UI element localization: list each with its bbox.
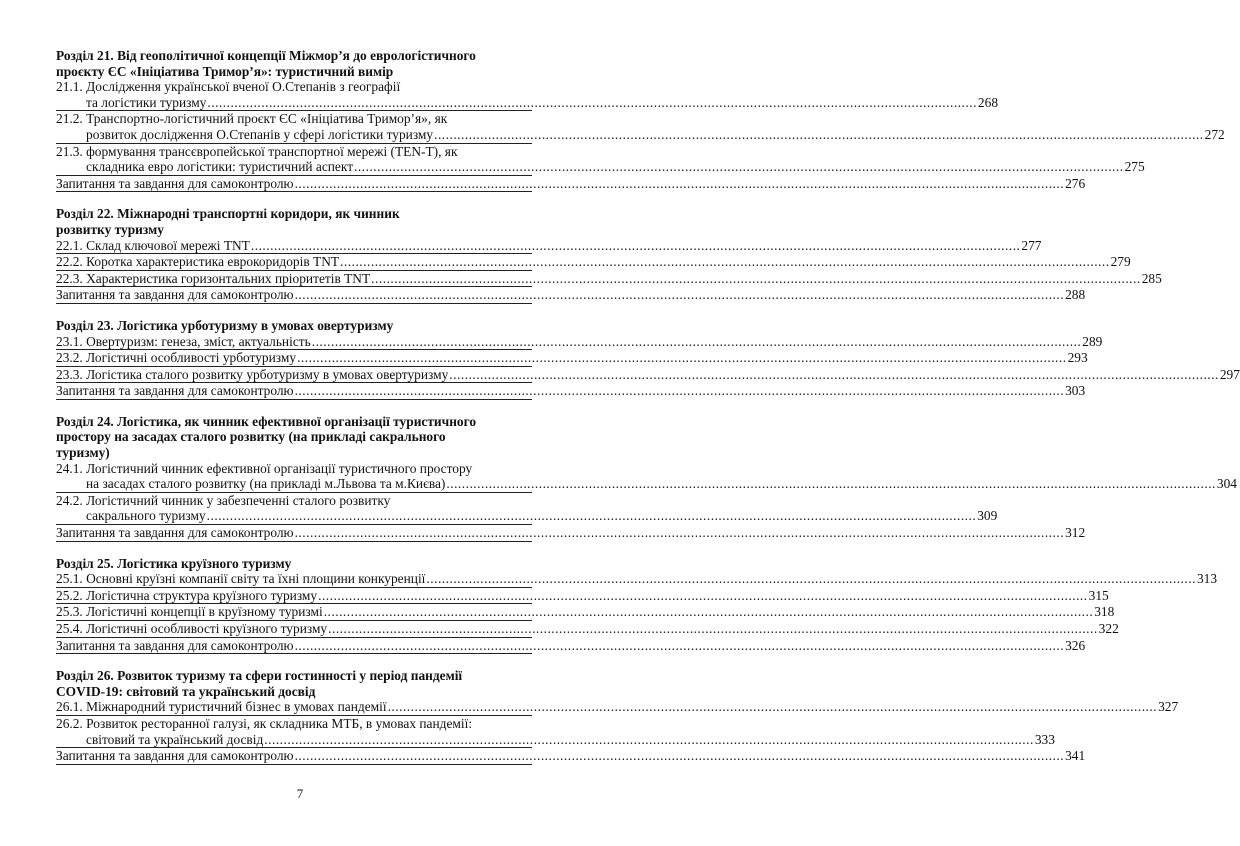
section-title-line: Розділ 21. Від геополітичної концепції Міжмор’я до еврологістичного — [56, 48, 476, 63]
entry-text: 22.1. Склад ключової мережі TNT — [56, 237, 250, 253]
dot-leader: ........................................................................................................................................................................................................ — [294, 748, 1065, 764]
dot-leader: ........................................................................................................................................................................................................ — [446, 476, 1216, 492]
dot-leader: ........................................................................................................................................................................................................ — [323, 604, 1094, 620]
toc-section — [56, 555, 1218, 655]
toc-entry — [56, 621, 1119, 638]
entry-text: 25.2. Логістична структура круїзного туризму — [56, 587, 318, 603]
entry-text: Запитання та завдання для самоконтролю — [56, 175, 294, 191]
toc-entry — [56, 383, 1086, 400]
toc-entry — [56, 350, 1088, 367]
entry-text: 24.1. Логістичний чинник ефективної організації туристичного простору — [56, 460, 473, 476]
toc-entry — [56, 79, 999, 111]
entry-text: 22.3. Характеристика горизонтальних пріоритетів TNT — [56, 270, 371, 286]
entry-text: 23.3. Логістика сталого розвитку урботуризму в умовах овертуризму — [56, 366, 449, 382]
entry-page-number: 293 — [1067, 350, 1088, 366]
section-title-line: Розділ 22. Міжнародні транспортні коридори, як чинник — [56, 206, 400, 222]
dot-leader: ........................................................................................................................................................................................................ — [294, 637, 1065, 653]
entry-page-number: 272 — [1204, 126, 1225, 142]
dot-leader: ........................................................................................................................................................................................................ — [371, 270, 1141, 286]
entry-text: Запитання та завдання для самоконтролю — [56, 748, 294, 764]
entry-text: 25.4. Логістичні особливості круїзного туризму — [56, 621, 328, 636]
toc-entry — [56, 237, 1042, 255]
toc-entry — [56, 333, 1103, 351]
entry-text: 21.1. Дослідження української вченої О.Степанів з географії — [56, 79, 401, 95]
dot-leader: ........................................................................................................................................................................................................ — [264, 731, 1034, 747]
table-of-contents — [56, 48, 1240, 779]
toc-section — [56, 317, 1240, 400]
section-title-line: проєкту ЄС «Ініціатива Тримор’я»: туристичний вимір — [56, 63, 394, 79]
toc-entry — [56, 111, 1225, 143]
toc-section — [56, 668, 1179, 765]
entry-text: 22.2. Коротка характеристика еврокоридорів TNT — [56, 254, 340, 270]
toc-section — [56, 48, 1225, 192]
entry-page-number: 277 — [1021, 237, 1042, 253]
entry-page-number: 341 — [1065, 748, 1086, 764]
entry-text: 23.1. Овертуризм: генеза, зміст, актуальність — [56, 333, 311, 349]
toc-entry — [56, 604, 1115, 621]
entry-page-number: 279 — [1110, 254, 1131, 270]
toc-section — [56, 206, 1162, 304]
toc-entry — [56, 175, 1086, 193]
toc-entry — [56, 366, 1240, 384]
dot-leader: ........................................................................................................................................................................................................ — [294, 287, 1065, 303]
dot-leader: ........................................................................................................................................................................................................ — [387, 699, 1158, 715]
entry-page-number: 322 — [1098, 621, 1119, 636]
section-title-line: COVID-19: світовий та український досвід — [56, 683, 316, 699]
dot-leader: ........................................................................................................................................................................................................ — [294, 525, 1065, 541]
toc-entry — [56, 143, 1145, 176]
entry-page-number: 327 — [1158, 699, 1179, 715]
entry-page-number: 289 — [1082, 333, 1103, 349]
toc-entry — [56, 270, 1162, 288]
entry-text: Запитання та завдання для самоконтролю — [56, 525, 294, 541]
toc-entry — [56, 525, 1086, 542]
entry-text: 21.3. формування трансєвропейської транспортної мережі (TEN-T), як — [56, 143, 458, 159]
toc-entry — [56, 287, 1086, 304]
entry-page-number: 318 — [1094, 604, 1115, 620]
section-title-line: простору на засадах сталого розвитку (на прикладі сакрального — [56, 429, 446, 445]
entry-text: Запитання та завдання для самоконтролю — [56, 637, 294, 653]
section-title-line: розвитку туризму — [56, 221, 164, 237]
entry-page-number: 312 — [1065, 525, 1086, 541]
entry-text: на засадах сталого розвитку (на прикладі м.Львова та м.Києва) — [86, 476, 446, 492]
section-title-line: Розділ 25. Логістика круїзного туризму — [56, 555, 292, 571]
dot-leader: ........................................................................................................................................................................................................ — [294, 383, 1065, 399]
dot-leader: ........................................................................................................................................................................................................ — [354, 159, 1124, 175]
entry-page-number: 285 — [1141, 270, 1162, 286]
toc-entry — [56, 715, 1055, 748]
dot-leader: ........................................................................................................................................................................................................ — [318, 587, 1088, 603]
entry-text: сакрального туризму — [86, 508, 206, 524]
dot-leader: ........................................................................................................................................................................................................ — [434, 126, 1204, 142]
dot-leader: ........................................................................................................................................................................................................ — [294, 175, 1065, 191]
entry-text: 26.1. Міжнародний туристичний бізнес в умовах пандемії — [56, 699, 387, 715]
dot-leader: ........................................................................................................................................................................................................ — [206, 508, 977, 524]
dot-leader: ........................................................................................................................................................................................................ — [449, 366, 1219, 382]
dot-leader: ........................................................................................................................................................................................................ — [426, 571, 1196, 587]
toc-entry — [56, 460, 1237, 493]
toc-entry — [56, 587, 1109, 605]
toc-entry — [56, 254, 1131, 271]
entry-text: 25.1. Основні круїзні компанії світу та їхні площини конкуренції — [56, 571, 426, 587]
entry-page-number: 304 — [1216, 476, 1237, 492]
entry-text: складника евро логістики: туристичний аспект — [86, 159, 354, 175]
toc-entry — [56, 492, 998, 525]
entry-page-number: 303 — [1065, 383, 1086, 399]
toc-entry — [56, 571, 1218, 588]
entry-page-number: 313 — [1196, 571, 1218, 587]
entry-text: 23.2. Логістичні особливості урботуризму — [56, 350, 297, 366]
section-title-line: Розділ 26. Розвиток туризму та сфери гостинності у період пандемії — [56, 668, 463, 684]
toc-entry — [56, 699, 1179, 716]
entry-page-number: 268 — [977, 94, 999, 110]
section-title-line: туризму) — [56, 445, 110, 461]
entry-text: 21.2. Транспортно-логістичний проєкт ЄС «Ініціатива Тримор’я», як — [56, 111, 448, 127]
entry-page-number: 297 — [1219, 366, 1240, 382]
entry-text: Запитання та завдання для самоконтролю — [56, 383, 294, 399]
page-number: 7 — [296, 786, 304, 801]
entry-page-number: 288 — [1065, 287, 1086, 303]
entry-text: та логістики туризму — [86, 94, 207, 110]
section-title-line: Розділ 23. Логістика урботуризму в умовах овертуризму — [56, 317, 394, 333]
entry-page-number: 333 — [1034, 731, 1055, 747]
dot-leader: ........................................................................................................................................................................................................ — [297, 350, 1067, 366]
dot-leader: ........................................................................................................................................................................................................ — [250, 237, 1021, 253]
entry-page-number: 275 — [1124, 159, 1145, 175]
entry-text: 26.2. Розвиток ресторанної галузі, як складника МТБ, в умовах пандемії: — [56, 715, 473, 731]
entry-text: 24.2. Логістичний чинник у забезпеченні сталого розвитку — [56, 492, 391, 508]
toc-entry — [56, 748, 1086, 765]
dot-leader: ........................................................................................................................................................................................................ — [340, 254, 1110, 270]
entry-text: Запитання та завдання для самоконтролю — [56, 287, 294, 303]
entry-page-number: 276 — [1065, 175, 1086, 191]
entry-text: 25.3. Логістичні концепції в круїзному туризмі — [56, 604, 323, 620]
entry-page-number: 309 — [977, 508, 998, 524]
toc-section — [56, 413, 1237, 542]
entry-text: розвиток дослідження О.Степанів у сфері логістики туризму — [86, 126, 434, 142]
dot-leader: ........................................................................................................................................................................................................ — [207, 94, 977, 110]
entry-page-number: 326 — [1065, 637, 1086, 653]
section-title-line: Розділ 24. Логістика, як чинник ефективної організації туристичного — [56, 413, 477, 429]
dot-leader: ........................................................................................................................................................................................................ — [311, 333, 1082, 349]
toc-entry — [56, 637, 1086, 655]
dot-leader: ........................................................................................................................................................................................................ — [328, 621, 1098, 636]
entry-text: світовий та український досвід — [86, 731, 264, 747]
entry-page-number: 315 — [1088, 587, 1109, 603]
